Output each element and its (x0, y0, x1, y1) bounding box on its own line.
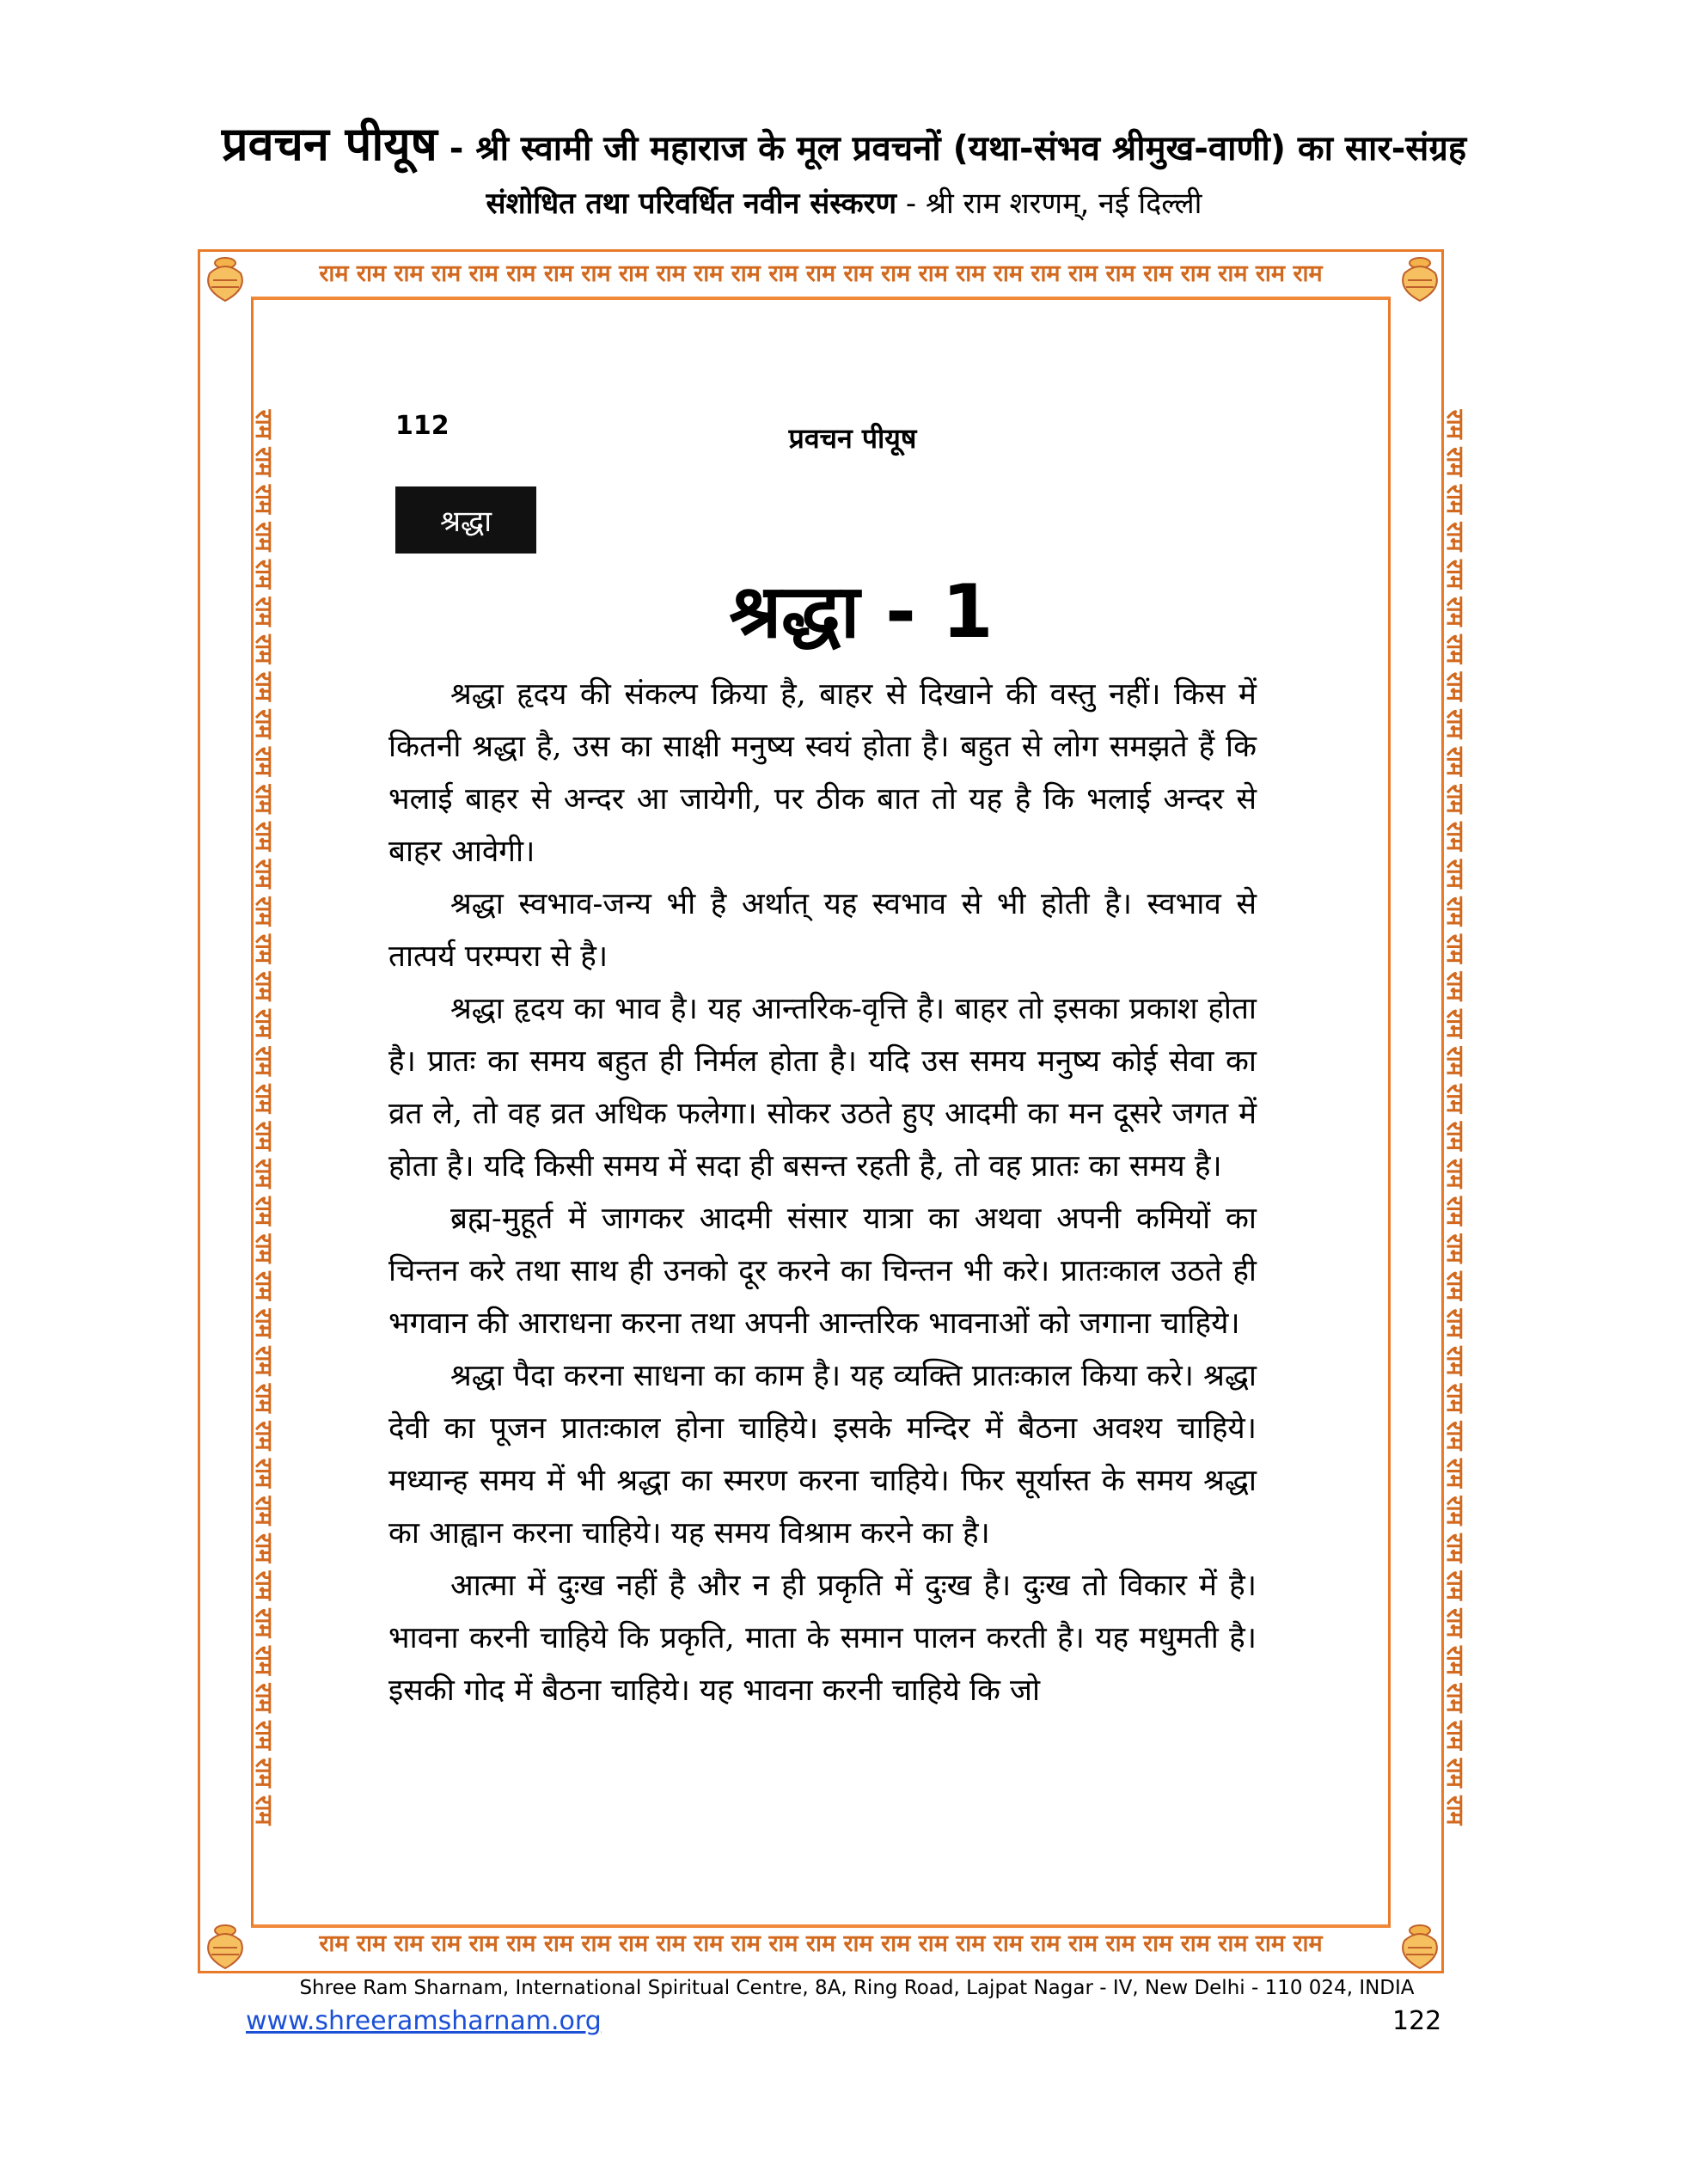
running-title: प्रवचन पीयूष (788, 422, 917, 455)
kalash-icon (201, 251, 249, 306)
header-subtitle-bold: संशोधित तथा परिवर्धित नवीन संस्करण (486, 187, 897, 221)
kalash-icon (201, 1918, 249, 1973)
ram-border-top: राम राम राम राम राम राम राम राम राम राम राम राम राम राम राम राम राम राम राम राम राम राम राम राम राम राम राम (319, 260, 1323, 287)
header-title-rest: - श्री स्वामी जी महाराज के मूल प्रवचनों (यथा-संभव श्रीमुख-वाणी) का सार-संग्रह (437, 129, 1467, 168)
body-text (388, 669, 1257, 1717)
paragraph: श्रद्धा स्वभाव-जन्य भी है अर्थात् यह स्वभाव से भी होती है। स्वभाव से तात्पर्य परम्परा से है। (388, 887, 1257, 974)
document-header-title (0, 110, 1688, 174)
footer-address: Shree Ram Sharnam, International Spiritual Centre, 8A, Ring Road, Lajpat Nagar - IV, New Delhi - 110 024, INDIA (299, 1977, 1415, 1999)
footer-page-number: 122 (1392, 2006, 1442, 2036)
section-tag: श्रद्धा (395, 486, 536, 554)
ram-border-bottom: राम राम राम राम राम राम राम राम राम राम राम राम राम राम राम राम राम राम राम राम राम राम राम राम राम राम राम (319, 1930, 1323, 1957)
chapter-title: श्रद्धा - 1 (729, 569, 994, 655)
ram-border-left: राम राम राम राम राम राम राम राम राम राम राम राम राम राम राम राम राम राम राम राम राम राम राम राम राम राम राम राम राम राम राम राम राम राम राम राम राम राम (250, 409, 277, 1826)
document-header-subtitle (0, 182, 1688, 222)
website-link[interactable]: www.shreeramsharnam.org (246, 2006, 602, 2036)
paragraph: श्रद्धा हृदय की संकल्प क्रिया है, बाहर से दिखाने की वस्तु नहीं। किस में कितनी श्रद्धा है, उस का साक्षी मनुष्य स्वयं होता है। बहुत से लोग समझते हैं कि भलाई बाहर से अन्दर आ जायेगी, पर ठीक बात तो यह है कि भलाई अन्दर से बाहर आवेगी। (388, 677, 1257, 869)
header-title-main: प्रवचन पीयूष (221, 117, 437, 171)
paragraph: ब्रह्म-मुहूर्त में जागकर आदमी संसार यात्रा का अथवा अपनी कमियों का चिन्तन करे तथा साथ ही उनको दूर करने का चिन्तन भी करे। प्रातःकाल उठते ही भगवान की आराधना करना तथा अपनी आन्तरिक भावनाओं को जगाना चाहिये। (388, 1202, 1257, 1341)
paragraph: श्रद्धा हृदय का भाव है। यह आन्तरिक-वृत्ति है। बाहर तो इसका प्रकाश होता है। प्रातः का समय बहुत ही निर्मल होता है। यदि उस समय मनुष्य कोई सेवा का व्रत ले, तो वह व्रत अधिक फलेगा। सोकर उठते हुए आदमी का मन दूसरे जगत में होता है। यदि किसी समय में सदा ही बसन्त रहती है, तो वह प्रातः का समय है। (388, 992, 1257, 1184)
kalash-icon (1396, 251, 1444, 306)
paragraph: श्रद्धा पैदा करना साधना का काम है। यह व्यक्ति प्रातःकाल किया करे। श्रद्धा देवी का पूजन प्रातःकाल होना चाहिये। इसके मन्दिर में बैठना अवश्य चाहिये। मध्यान्ह समय में भी श्रद्धा का स्मरण करना चाहिये। फिर सूर्यास्त के समय श्रद्धा का आह्वान करना चाहिये। यह समय विश्राम करने का है। (388, 1359, 1257, 1551)
book-page-number: 112 (395, 411, 450, 441)
header-subtitle-rest: - श्री राम शरणम्, नई दिल्ली (896, 187, 1202, 221)
kalash-icon (1396, 1918, 1444, 1973)
ram-border-right: राम राम राम राम राम राम राम राम राम राम राम राम राम राम राम राम राम राम राम राम राम राम राम राम राम राम राम राम राम राम राम राम राम राम राम राम राम राम (1441, 409, 1468, 1826)
paragraph: आत्मा में दुःख नहीं है और न ही प्रकृति में दुःख है। दुःख तो विकार में है। भावना करनी चाहिये कि प्रकृति, माता के समान पालन करती है। यह मधुमती है। इसकी गोद में बैठना चाहिये। यह भावना करनी चाहिये कि जो (388, 1569, 1257, 1708)
